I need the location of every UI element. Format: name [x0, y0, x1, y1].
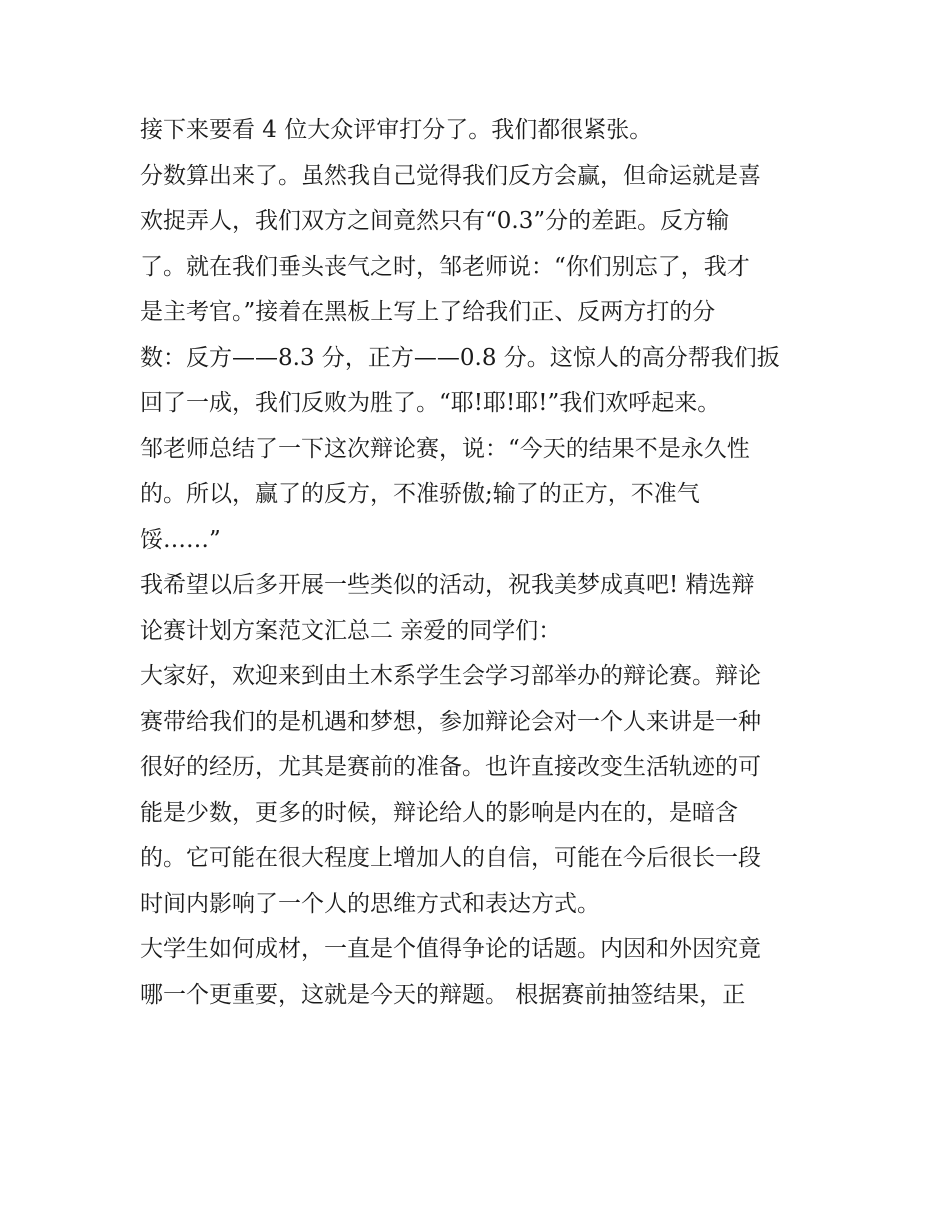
- text-line: 数：反方——8.3 分，正方——0.8 分。这惊人的高分帮我们扳: [140, 344, 780, 371]
- text-line: 的。所以，赢了的反方，不准骄傲;输了的正方，不准气: [140, 481, 700, 507]
- text-line: 大家好，欢迎来到由土木系学生会学习部举办的辩论赛。辩论: [140, 663, 761, 689]
- text-line: 接下来要看 4 位大众评审打分了。我们都很紧张。: [140, 117, 653, 143]
- text-line: 是主考官。”接着在黑板上写上了给我们正、反两方打的分: [140, 299, 716, 325]
- text-line: 邹老师总结了一下这次辩论赛，说：“今天的结果不是永久性: [140, 435, 750, 462]
- text-line: 能是少数，更多的时候，辩论给人的影响是内在的，是暗含: [140, 799, 738, 826]
- text-line: 时间内影响了一个人的思维方式和表达方式。: [140, 890, 600, 917]
- text-line: 回了一成，我们反败为胜了。“耶!耶!耶!”我们欢呼起来。: [140, 390, 721, 416]
- text-line: 赛带给我们的是机遇和梦想，参加辩论会对一个人来讲是一种: [140, 708, 761, 735]
- text-line: 的。它可能在很大程度上增加人的自信，可能在今后很长一段: [140, 845, 761, 871]
- text-line: 论赛计划方案范文汇总二 亲爱的同学们：: [140, 617, 562, 644]
- document-body: [140, 108, 820, 1018]
- text-line: 馁……”: [140, 526, 221, 553]
- text-line: 欢捉弄人，我们双方之间竟然只有“0.3”分的差距。反方输: [140, 208, 730, 234]
- text-line: 哪一个更重要，这就是今天的辩题。 根据赛前抽签结果，正: [140, 981, 746, 1008]
- text-line: 分数算出来了。虽然我自己觉得我们反方会赢，但命运就是喜: [140, 162, 761, 189]
- text-line: 很好的经历，尤其是赛前的准备。也许直接改变生活轨迹的可: [140, 754, 761, 780]
- text-line: 我希望以后多开展一些类似的活动，祝我美梦成真吧! 精选辩: [140, 572, 755, 598]
- text-line: 了。就在我们垂头丧气之时，邹老师说：“你们别忘了，我才: [140, 253, 750, 280]
- text-line: 大学生如何成材，一直是个值得争论的话题。内因和外因究竟: [140, 936, 761, 962]
